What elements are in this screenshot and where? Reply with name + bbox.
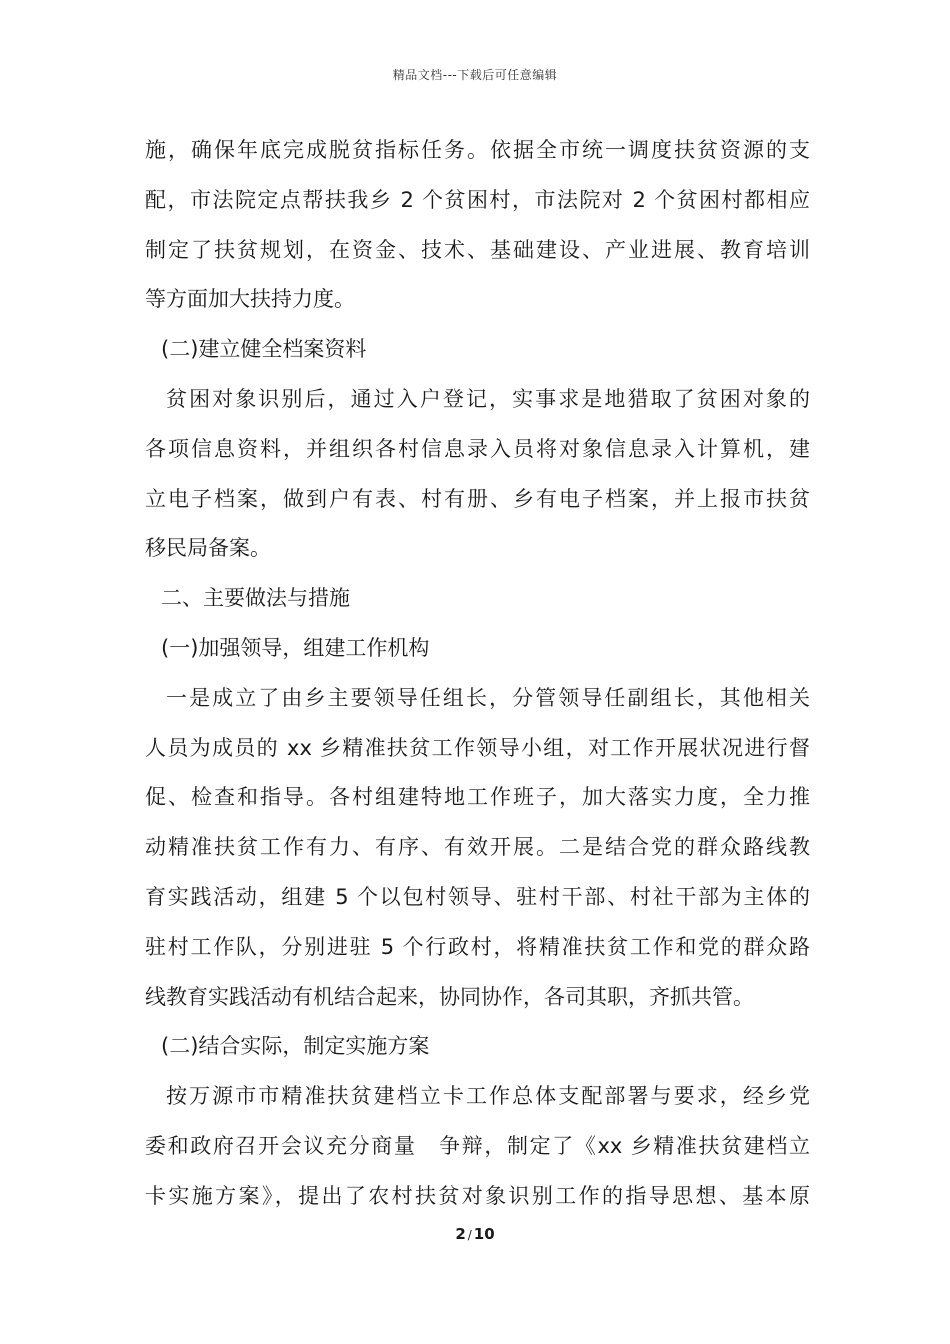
paragraph-line: 一是成立了由乡主要领导任组长，分管领导任副组长，其他相关 xyxy=(166,685,810,710)
paragraph-line: 贫困对象识别后，通过入户登记，实事求是地猎取了贫困对象的 xyxy=(166,386,810,411)
page-separator: / xyxy=(467,1228,472,1242)
paragraph-line: 立电子档案，做到户有表、村有册、乡有电子档案，并上报市扶贫 xyxy=(145,486,810,511)
paragraph-line: 促、检查和指导。各村组建特地工作班子，加大落实力度，全力推 xyxy=(145,785,810,810)
paragraph-line: 各项信息资料，并组织各村信息录入员将对象信息录入计算机，建 xyxy=(145,436,810,461)
paragraph-line: 动精准扶贫工作有力、有序、有效开展。二是结合党的群众路线教 xyxy=(145,835,810,860)
document-body xyxy=(145,126,810,1222)
paragraph-line: 施，确保年底完成脱贫指标任务。依据全市统一调度扶贫资源的支 xyxy=(145,138,810,162)
paragraph-line: 按万源市市精准扶贫建档立卡工作总体支配部署与要求，经乡党 xyxy=(166,1084,810,1109)
paragraph-line: 卡实施方案》，提出了农村扶贫对象识别工作的指导思想、基本原 xyxy=(145,1183,810,1208)
paragraph-line: 线教育实践活动有机结合起来，协同协作，各司其职，齐抓共管。 xyxy=(145,984,754,1009)
section-heading: (二)结合实际，制定实施方案 xyxy=(161,1034,430,1059)
section-heading: 二、主要做法与措施 xyxy=(161,586,350,611)
section-heading: (一)加强领导，组建工作机构 xyxy=(161,635,430,660)
section-heading: (二)建立健全档案资料 xyxy=(161,337,367,362)
paragraph-line: 育实践活动，组建 5 个以包村领导、驻村干部、村社干部为主体的 xyxy=(145,884,810,909)
page-number xyxy=(0,1225,950,1243)
current-page: 2 xyxy=(455,1225,466,1243)
paragraph-line: 移民局备案。 xyxy=(145,536,271,561)
total-pages: 10 xyxy=(473,1225,495,1243)
paragraph-line: 人员为成员的 xx 乡精准扶贫工作领导小组，对工作开展状况进行督 xyxy=(145,735,810,760)
paragraph-line: 等方面加大扶持力度。 xyxy=(145,287,355,312)
paragraph-line: 委和政府召开会议充分商量 争辩，制定了《xx 乡精准扶贫建档立 xyxy=(145,1133,810,1158)
paragraph-line: 配，市法院定点帮扶我乡 2 个贫困村，市法院对 2 个贫困村都相应 xyxy=(145,187,810,212)
paragraph-line: 制定了扶贫规划，在资金、技术、基础建设、产业进展、教育培训 xyxy=(145,237,810,262)
page-header: 精品文档---下载后可任意编辑 xyxy=(392,68,558,82)
paragraph-line: 驻村工作队，分别进驻 5 个行政村，将精准扶贫工作和党的群众路 xyxy=(145,934,810,959)
